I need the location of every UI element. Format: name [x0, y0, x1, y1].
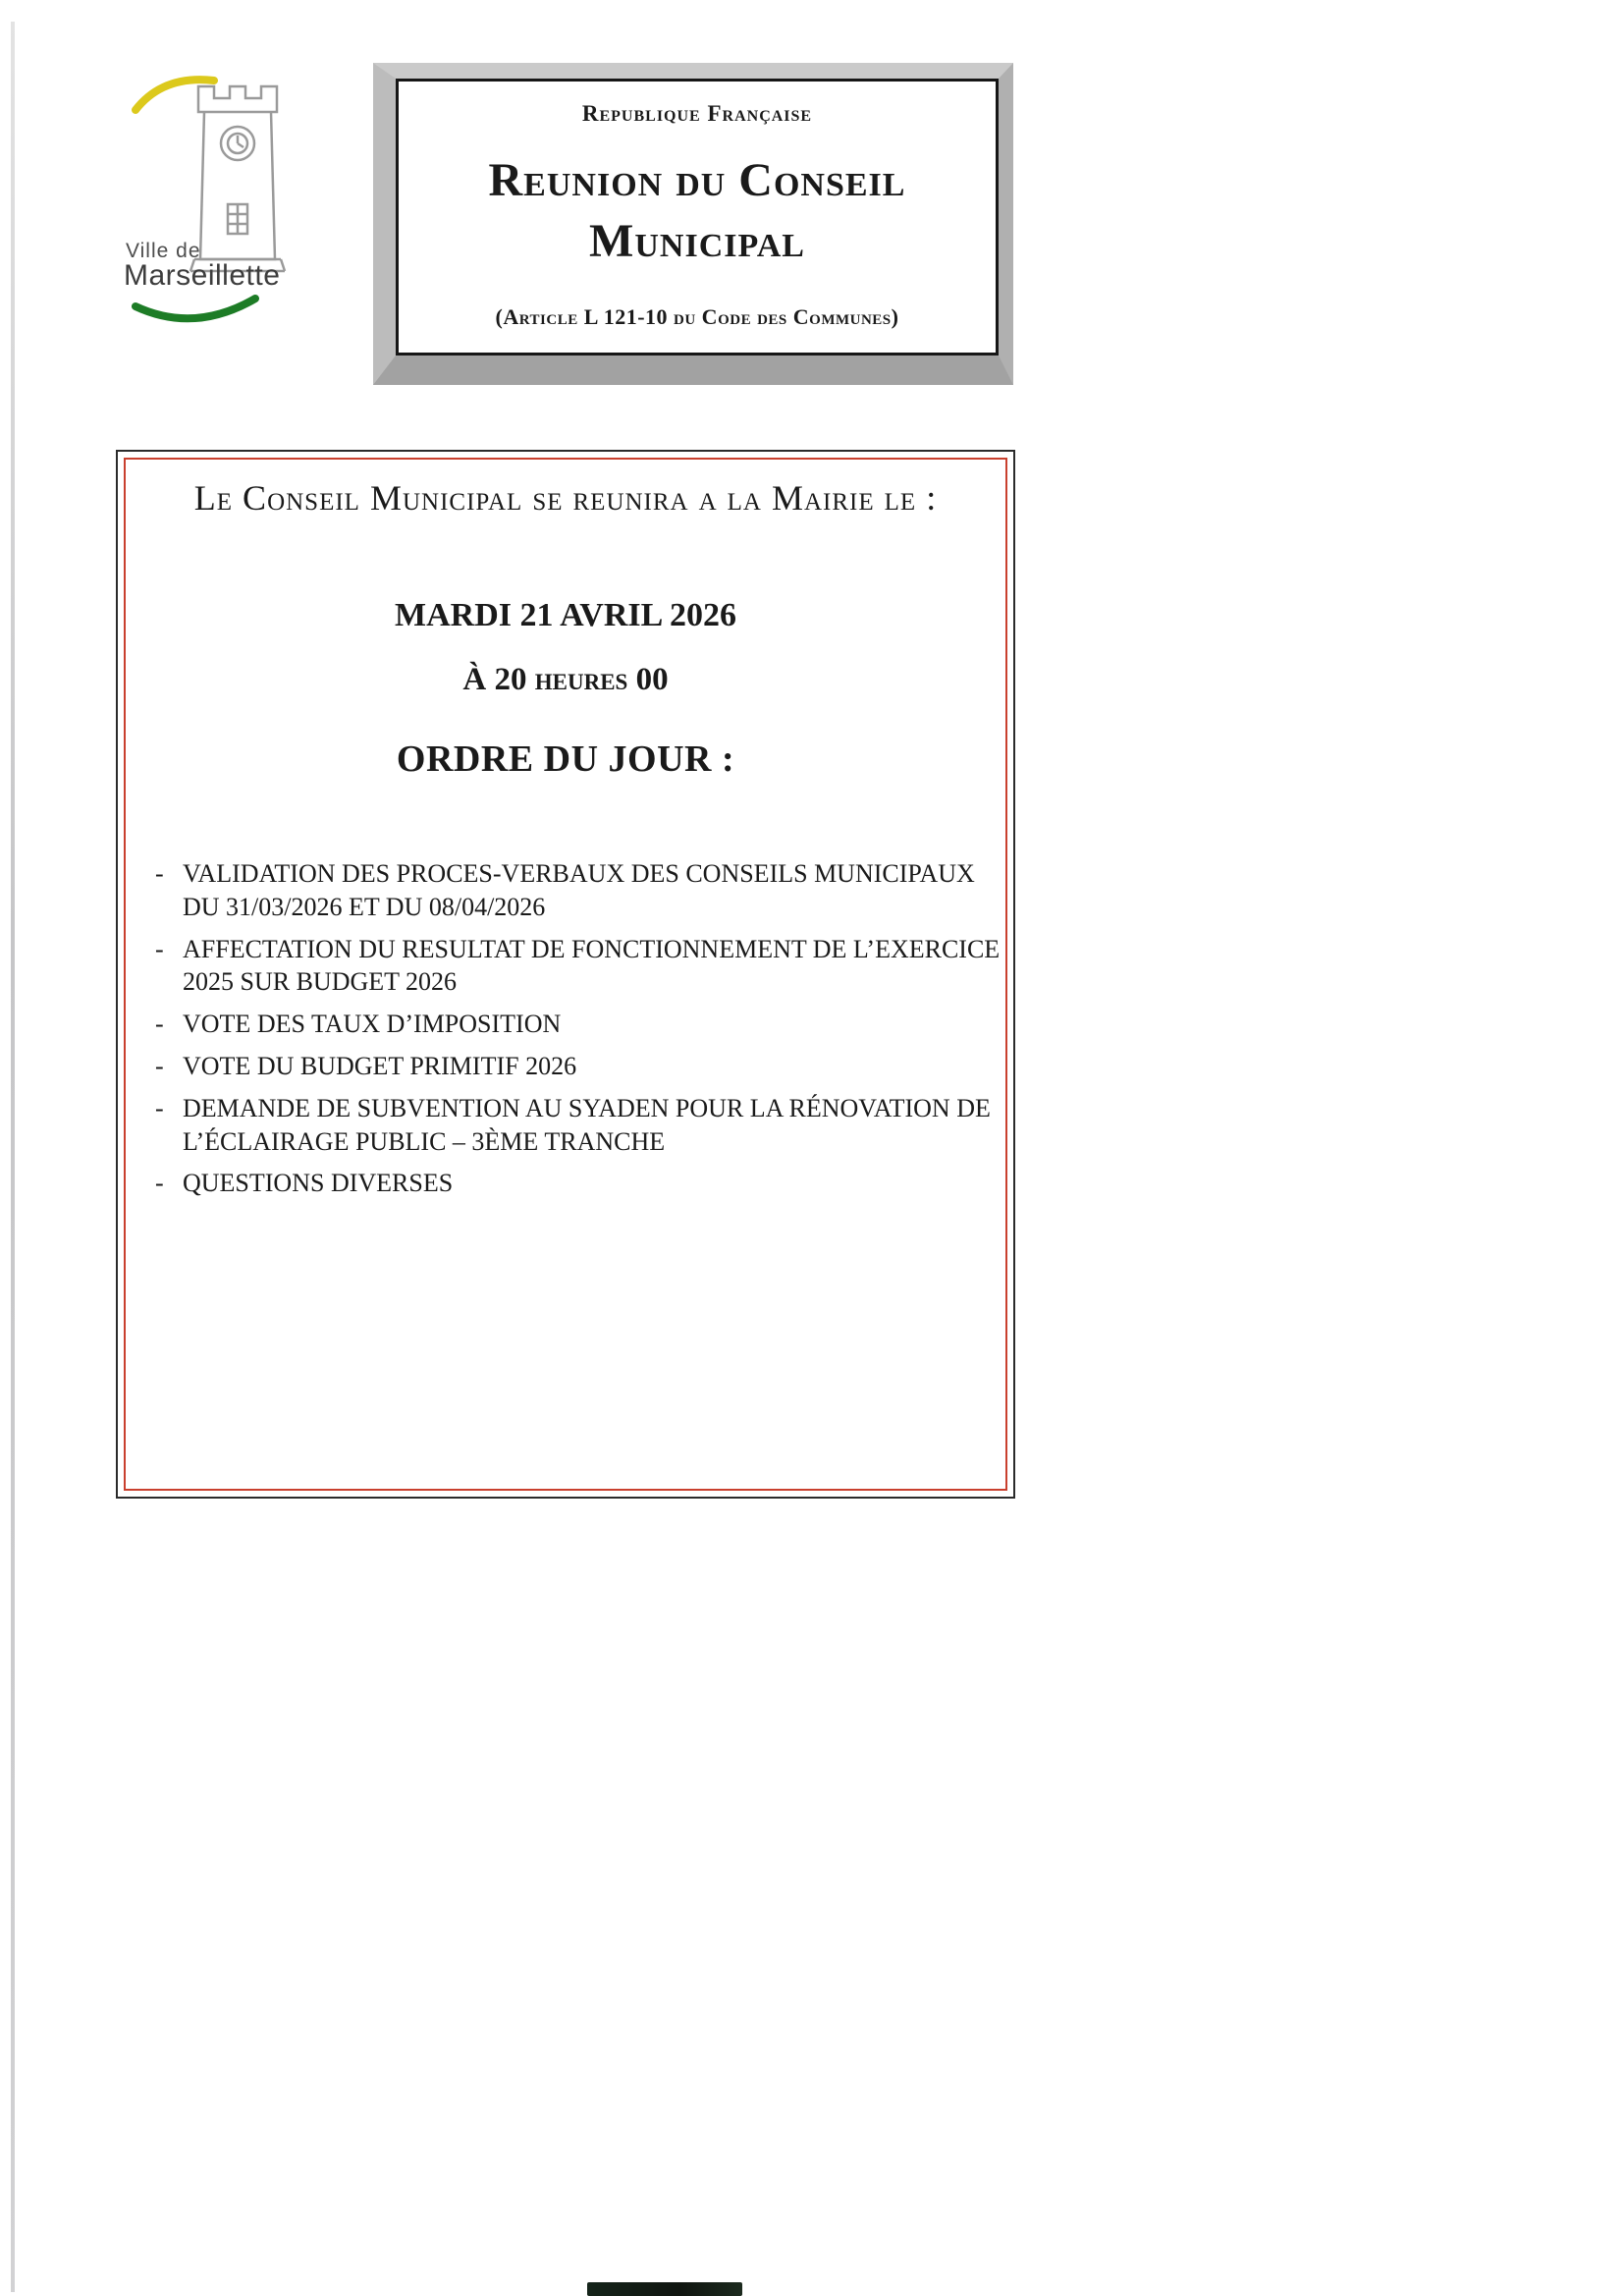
agenda-item: [155, 1167, 1005, 1200]
agenda-item: [155, 1050, 1005, 1083]
dash-bullet: -: [155, 859, 164, 888]
agenda-item-text: DEMANDE DE SUBVENTION AU SYADEN POUR LA RÉNOVATION DE L’ÉCLAIRAGE PUBLIC – 3ÈME TRANCHE: [183, 1093, 991, 1156]
agenda-item: [155, 1008, 1005, 1041]
agenda-list: [126, 857, 1005, 1200]
logo-city-prefix: Ville de: [126, 240, 201, 262]
scan-bottom-artifact: [587, 2282, 742, 2296]
meeting-date: MARDI 21 AVRIL 2026: [395, 597, 736, 633]
agenda-item-text: VOTE DES TAUX D’IMPOSITION: [183, 1010, 562, 1039]
header-plaque: [373, 63, 1013, 385]
agenda-item: [155, 1092, 1005, 1159]
agenda-item-text: AFFECTATION DU RESULTAT DE FONCTIONNEMENT DE L’EXERCICE 2025 SUR BUDGET 2026: [183, 934, 1001, 997]
dash-bullet: -: [155, 1010, 164, 1039]
notice-box: [116, 450, 1015, 1499]
clock-hands: [238, 136, 244, 147]
tower-window-mullions: [228, 204, 247, 234]
scan-edge-artifact: [11, 22, 15, 2292]
republic-heading: Republique Française: [581, 101, 813, 126]
logo-city-name: Marseillette: [124, 259, 281, 292]
plaque-face: [396, 79, 999, 355]
meeting-time: À 20 heures 00: [462, 662, 669, 697]
green-swoosh: [130, 293, 316, 338]
meeting-intro: Le Conseil Municipal se reunira a la Mairie le :: [193, 478, 938, 518]
dash-bullet: -: [155, 1051, 164, 1080]
notice-inner-border: [124, 458, 1007, 1491]
agenda-title: ORDRE DU JOUR :: [396, 738, 735, 780]
dash-bullet: -: [155, 934, 164, 963]
agenda-item: [155, 933, 1005, 1000]
agenda-item-text: VALIDATION DES PROCES-VERBAUX DES CONSEILS MUNICIPAUX DU 31/03/2026 ET DU 08/04/2026: [183, 859, 975, 921]
meeting-title: Reunion du Conseil Municipal: [488, 154, 906, 268]
agenda-item-text: VOTE DU BUDGET PRIMITIF 2026: [183, 1051, 577, 1080]
dash-bullet: -: [155, 1093, 164, 1122]
tower-battlements: [198, 86, 277, 112]
dash-bullet: -: [155, 1169, 164, 1198]
article-reference: (Article L 121-10 du Code des Communes): [495, 303, 899, 329]
agenda-item: [155, 857, 1005, 924]
agenda-item-text: QUESTIONS DIVERSES: [183, 1169, 454, 1198]
